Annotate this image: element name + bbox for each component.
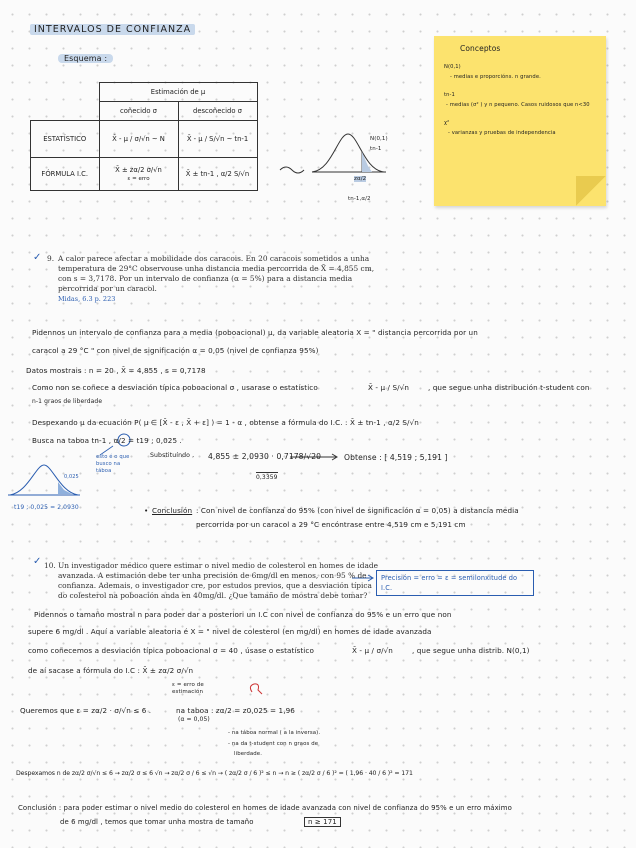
sol9-data: Datos mostrais : n = 20 , X̄ = 4,855 , s = 0,7178 — [26, 366, 206, 375]
sticky-fold — [576, 176, 606, 206]
sol9-calc-sub: 0,3359 — [256, 474, 278, 481]
ex9-reference: Midas, 6.3 p. 223 — [58, 295, 116, 303]
ex9-line-2: temperatura de 29°C observouse unha distancia media percorrida de X̄ = 4,855 cm, — [58, 264, 375, 273]
concepts-sticky-note — [434, 36, 606, 206]
formula-known-text: X̄ ± zα/2 σ/√n — [115, 166, 162, 174]
sol9-unknown-1: Como non se coñece a desviación típica poboacional σ , usarase o estatístico — [32, 383, 318, 392]
col-unknown: descoñecido σ — [178, 102, 257, 121]
sol10-line-5b: na taboa : zα/2 = z0,025 = 1,96 — [176, 706, 295, 715]
ex9-number: 9. — [47, 254, 55, 263]
sol10-line-3b: , que segue unha distrib. N(0,1) — [412, 646, 530, 655]
sticky-line-5: χ² — [444, 120, 450, 126]
sol10-line-5: Queremos que ε = zα/2 · σ/√n ≤ 6 . — [20, 706, 152, 715]
ex10-line-4: do colesterol na poboación anda en 40mg/dl. ¿Que tamaño de mostra debe tomar? — [58, 591, 368, 600]
schema-header: Estimación de μ — [99, 83, 257, 102]
sol10-line-2: supere 6 mg/dl . Aquí a variable aleatoria é X = " nivel de colesterol (en mg/dl) en homes de idade avanzada — [28, 627, 432, 636]
col-known: coñecido σ — [99, 102, 178, 121]
row-formula: FÓRMULA I.C. — [31, 158, 100, 191]
stat-unknown: X̄ - μ / S/√n ~ tn-1 — [178, 121, 257, 158]
ex10-line-2: avanzada. A estimación debe ter unha precisión de 6mg/dl en menos, con 95 % de — [58, 571, 367, 580]
sticky-line-6: - varianzas y pruebas de independencia — [448, 130, 556, 136]
sol9-note: esto é o que busco na táboa — [96, 454, 130, 474]
sol10-line-3-frac: X̄ - μ / σ/√n — [352, 646, 393, 655]
sticky-line-1: N(0,1) — [444, 64, 461, 70]
check-icon-9: ✓ — [33, 252, 42, 263]
red-mark — [250, 684, 262, 694]
sticky-title: Conceptos — [460, 44, 501, 53]
sol9-intro-2: caracol a 29 °C " con nivel de significación α = 0,05 (nivel de confianza 95%) — [32, 346, 319, 355]
t-curve-sketch — [10, 465, 78, 495]
formula-known-note: ε = erro — [127, 176, 150, 182]
check-icon-10: ✓ — [33, 556, 42, 567]
sol9-conclusion-label: Conclusión — [152, 506, 193, 515]
sol9-solve: Despexando μ da ecuación P( μ ∈ [X̄ - ε , X̄ + ε] ) = 1 - α , obtense a fórmula do I.C. : X̄ ± tn-1 , α/2 S/√n — [32, 418, 419, 427]
row-stat: ESTATÍSTICO — [31, 121, 100, 158]
ex9-line-1: A calor parece afectar a mobilidade dos caracois. En 20 caracois sometidos a unha — [58, 254, 370, 263]
sol9-conclusion-1: : Con nivel de confianza do 95% (con nivel de significación α = 0,05) a distancia media — [196, 506, 519, 515]
sol9-result: Obtense : [ 4,519 ; 5,191 ] — [344, 453, 448, 462]
sol10-answer-box: n ≥ 171 — [304, 817, 341, 827]
curve-label-t: tn-1,α/2 — [348, 196, 371, 202]
sol10-line-5c: (α = 0,05) — [178, 716, 210, 723]
schema-label: Esquema : — [58, 54, 113, 63]
ex10-number: 10. — [44, 561, 56, 570]
sol9-unknown-3: n-1 graos de liberdade — [32, 398, 103, 405]
curve-label-n01: N(0,1) — [370, 136, 388, 142]
sol9-calc: 4,855 ± 2,0930 · 0,7178/√20 — [208, 452, 322, 461]
sol10-line-6b: - na da t-student con n graos de — [228, 741, 319, 747]
sol9-curve-label: 0,025 — [64, 474, 79, 480]
sticky-line-4: - medias (σ² ) y n pequeno. Casos ruidosos que n<30 — [446, 102, 590, 108]
ex9-line-4: percorrida por un caracol. — [58, 284, 157, 293]
sol10-line-7: Despexamos n de zα/2 σ/√n ≤ 6 → zα/2 σ ≤ 6 √n → zα/2 σ / 6 ≤ √n → ( zα/2 σ / 6 )² ≤ n → n ≥ ( zα/2 σ / 6 )² = ( 1,96 · 40 / 6 )² = 171 — [16, 770, 413, 777]
sticky-line-2: - medias e proporcións. n grande. — [450, 74, 541, 80]
sol10-line-4: de aí sacase a fórmula do I.C : X̄ ± zα/2 σ/√n — [28, 666, 194, 675]
page-title: INTERVALOS DE CONFIANZA — [30, 24, 195, 35]
sol10-conclusion-2: de 6 mg/dl , temos que tomar unha mostra de tamaño — [60, 818, 254, 826]
ex9-line-3: con s = 3,7178. Por un intervalo de confianza (α = 5%) para a distancia media — [58, 274, 353, 283]
sol10-line-3: como coñecemos a desviación típica poboacional σ = 40 , úsase o estatístico — [28, 646, 314, 655]
sol9-t-value: t19 ; 0,025 = 2,0930 — [14, 504, 79, 511]
sol9-unknown-2: , que segue unha distribución t-student con — [428, 383, 590, 392]
sol9-unknown-frac: X̄ - μ / S/√n — [368, 383, 409, 392]
curve-label-z: zα/2 — [354, 176, 367, 182]
sol9-intro-1: Pidennos un intervalo de confianza para a media (poboacional) μ, da variable aleatoria X = " distancia percorrida por un — [32, 328, 478, 337]
stat-known: X̄ - μ / σ/√n ~ N — [99, 121, 178, 158]
sol9-table: Busca na taboa tn-1 , α/2 = t19 ; 0,025 . — [32, 436, 182, 445]
ex10-line-1: Un investigador médico quere estimar o nivel medio de colesterol en homes de idade — [58, 561, 379, 570]
formula-unknown: X̄ ± tn-1 , α/2 S/√n — [178, 158, 257, 191]
sol10-line-4-note: ε = erro de estimación — [172, 682, 204, 695]
sol9-subs: Substituíndo , — [150, 452, 195, 459]
sol10-line-1: Pidennos o tamaño mostral n para poder dar a posteriori un I.C con nivel de confianza do 95% e un erro que non — [34, 610, 452, 619]
curve-label-tn1: tn-1 — [370, 146, 382, 152]
sol10-line-6a: - na táboa normal ( a la inversa). — [228, 730, 321, 736]
sol10-line-6c: liberdade. — [234, 751, 263, 757]
sol10-conclusion-1: Conclusión : para poder estimar o nivel medio do colesterol en homes de idade avanzada con nivel de confianza do 95% e un erro máximo — [18, 804, 512, 812]
sol9-conclusion-2: percorrida por un caracol a 29 °C encóntrase entre 4,519 cm e 5,191 cm — [196, 520, 466, 529]
ex10-line-3: confianza. Ademais, o investigador cre, por estudos previos, que a desviación típica — [58, 581, 372, 590]
sticky-line-3: tn-1 — [444, 92, 455, 98]
sol9-bullet: • — [144, 506, 149, 515]
approx-sign — [280, 167, 304, 173]
precision-box: Precisión = erro = ε = semilonxitude do I.C. — [376, 570, 534, 596]
